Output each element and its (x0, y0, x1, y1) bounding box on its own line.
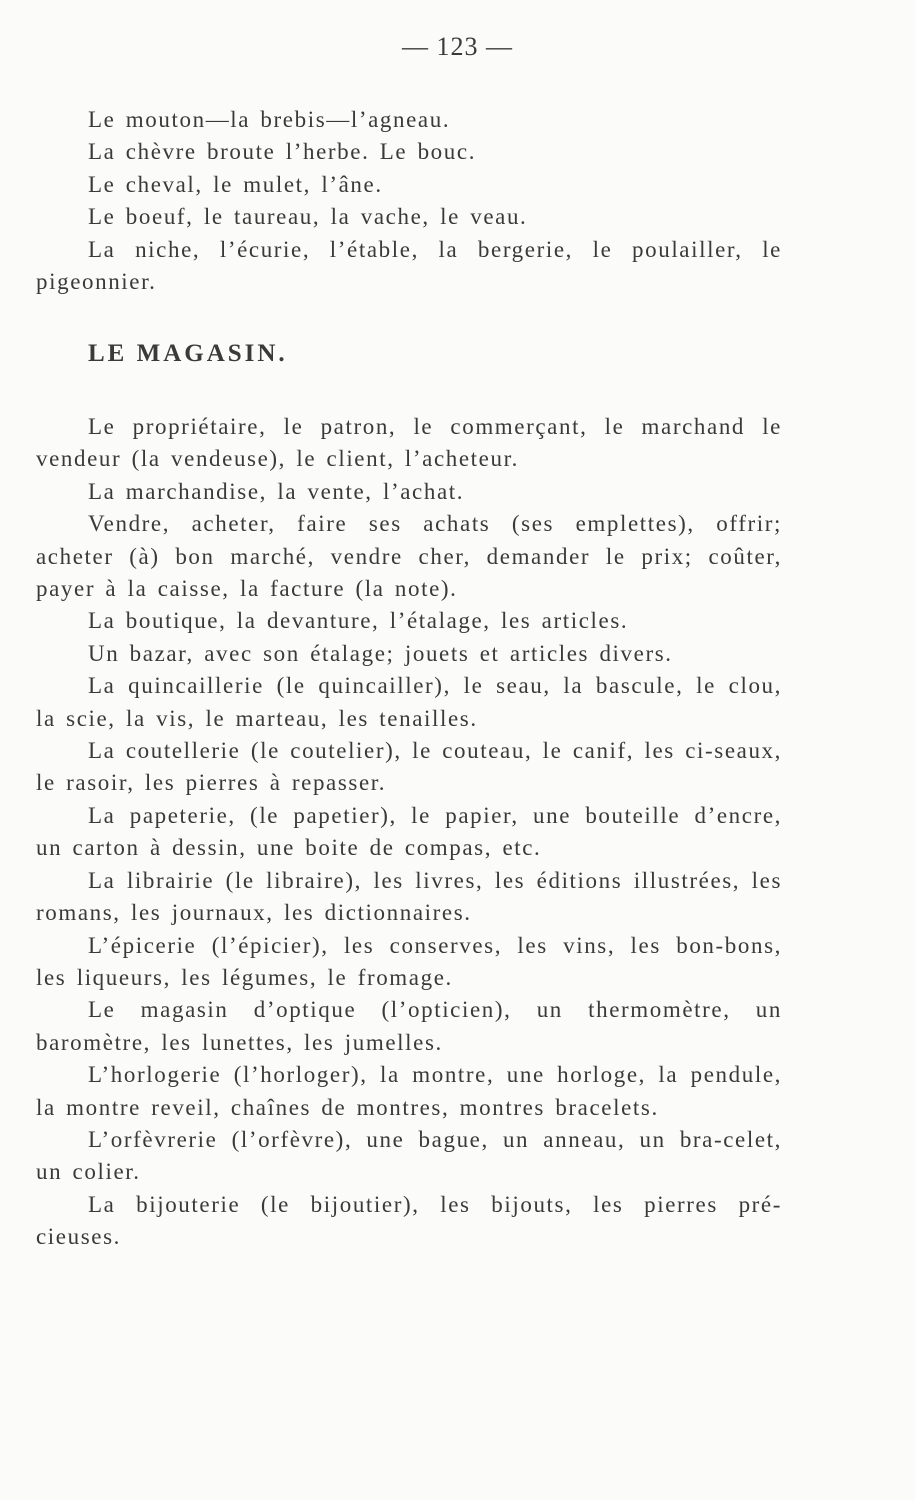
paragraph: La papeterie, (le papetier), le papier, une bouteille d’encre, un carton à dessin, une boite de compas, etc. (36, 802, 782, 861)
animals-section (36, 104, 782, 298)
paragraph: La marchandise, la vente, l’achat. (88, 478, 465, 504)
paragraph: L’orfèvrerie (l’orfèvre), une bague, un anneau, un bra-celet, un colier. (36, 1126, 782, 1185)
paragraph: Un bazar, avec son étalage; jouets et articles divers. (88, 640, 673, 666)
paragraph: Le boeuf, le taureau, la vache, le veau. (88, 204, 528, 230)
paragraph: Vendre, acheter, faire ses achats (ses emplettes), offrir; acheter (à) bon marché, vendre cher, demander le prix; coûter, payer à la caisse, la facture (la note). (36, 511, 782, 602)
paragraph: La bijouterie (le bijoutier), les bijouts, les pierres pré-cieuses. (36, 1191, 782, 1250)
paragraph: Le mouton—la brebis—l’agneau. (88, 107, 451, 132)
page-number: — 123 — (402, 32, 513, 61)
paragraph: Le propriétaire, le patron, le commerçant, le marchand le vendeur (la vendeuse), le client, l’acheteur. (36, 414, 782, 472)
paragraph: La chèvre broute l’herbe. Le bouc. (88, 139, 477, 165)
shop-section (36, 411, 782, 1254)
paragraph: L’horlogerie (l’horloger), la montre, une horloge, la pendule, la montre reveil, chaînes de montres, montres bracelets. (36, 1062, 782, 1120)
section-heading: LE MAGASIN. (88, 340, 288, 367)
paragraph: La niche, l’écurie, l’étable, la bergerie, le poulailler, le pigeonnier. (36, 236, 782, 295)
paragraph: La librairie (le libraire), les livres, les éditions illustrées, les romans, les journaux, les dictionnaires. (36, 867, 782, 926)
paragraph: Le magasin d’optique (l’opticien), un thermomètre, un baromètre, les lunettes, les jumelles. (36, 997, 782, 1055)
paragraph: La coutellerie (le coutelier), le couteau, le canif, les ci-seaux, le rasoir, les pierres à repasser. (36, 738, 782, 796)
paragraph: L’épicerie (l’épicier), les conserves, les vins, les bon-bons, les liqueurs, les légumes, le fromage. (36, 932, 782, 990)
paragraph: Le cheval, le mulet, l’âne. (88, 171, 383, 197)
paragraph: La boutique, la devanture, l’étalage, les articles. (88, 608, 629, 634)
paragraph: La quincaillerie (le quincailler), le seau, la bascule, le clou, la scie, la vis, le marteau, les tenailles. (36, 673, 782, 731)
